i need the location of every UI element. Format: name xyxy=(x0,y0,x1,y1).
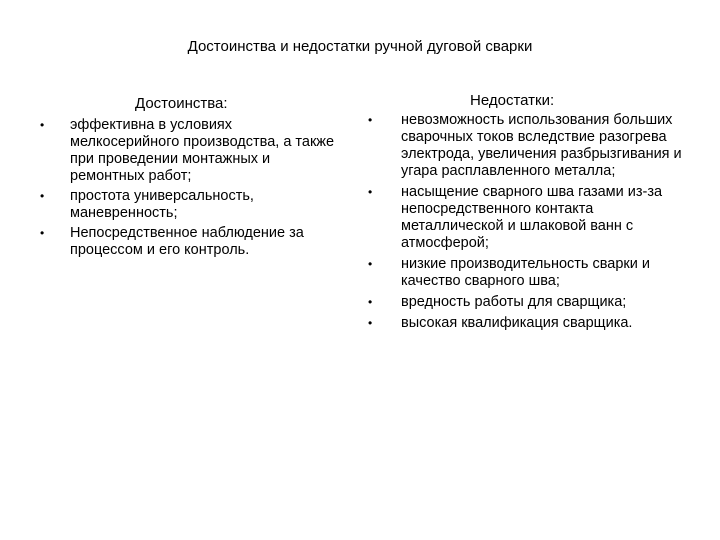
bullet-icon: • xyxy=(368,257,373,271)
advantages-column xyxy=(40,95,340,259)
list-item-text: высокая квалификация сварщика. xyxy=(401,315,633,331)
list-item xyxy=(368,294,688,311)
bullet-icon: • xyxy=(368,113,373,127)
list-item-text: Непосредственное наблюдение за процессом и его контроль. xyxy=(70,225,304,258)
list-item-text: насыщение сварного шва газами из-за непосредственного контакта металлической и шлаковой ванн с атмосферой; xyxy=(401,184,663,251)
list-item xyxy=(40,225,340,259)
list-item xyxy=(368,315,688,332)
list-item-text: вредность работы для сварщика; xyxy=(401,294,627,310)
list-item xyxy=(40,117,340,185)
list-item xyxy=(368,112,688,180)
bullet-icon: • xyxy=(40,226,45,240)
list-item-text: низкие производительность сварки и качество сварного шва; xyxy=(401,256,650,289)
bullet-icon: • xyxy=(368,316,373,330)
list-item-text: невозможность использования больших сварочных токов вследствие разогрева электрода, увеличения разбрызгивания и угара расплавленного металла; xyxy=(401,112,682,179)
bullet-icon: • xyxy=(368,185,373,199)
disadvantages-heading: Недостатки: xyxy=(470,92,555,109)
slide-title: Достоинства и недостатки ручной дуговой сварки xyxy=(187,38,533,55)
list-item-text: эффективна в условиях мелкосерийного производства, а также при проведении монтажных и ремонтных работ; xyxy=(70,117,335,184)
list-item xyxy=(368,184,688,252)
disadvantages-list xyxy=(368,112,688,332)
bullet-icon: • xyxy=(40,189,45,203)
list-item xyxy=(40,188,340,222)
bullet-icon: • xyxy=(368,295,373,309)
disadvantages-column xyxy=(368,92,688,332)
list-item-text: простота универсальность, маневренность; xyxy=(70,188,254,221)
bullet-icon: • xyxy=(40,118,45,132)
advantages-heading: Достоинства: xyxy=(135,95,228,112)
advantages-list xyxy=(40,117,340,259)
list-item xyxy=(368,256,688,290)
